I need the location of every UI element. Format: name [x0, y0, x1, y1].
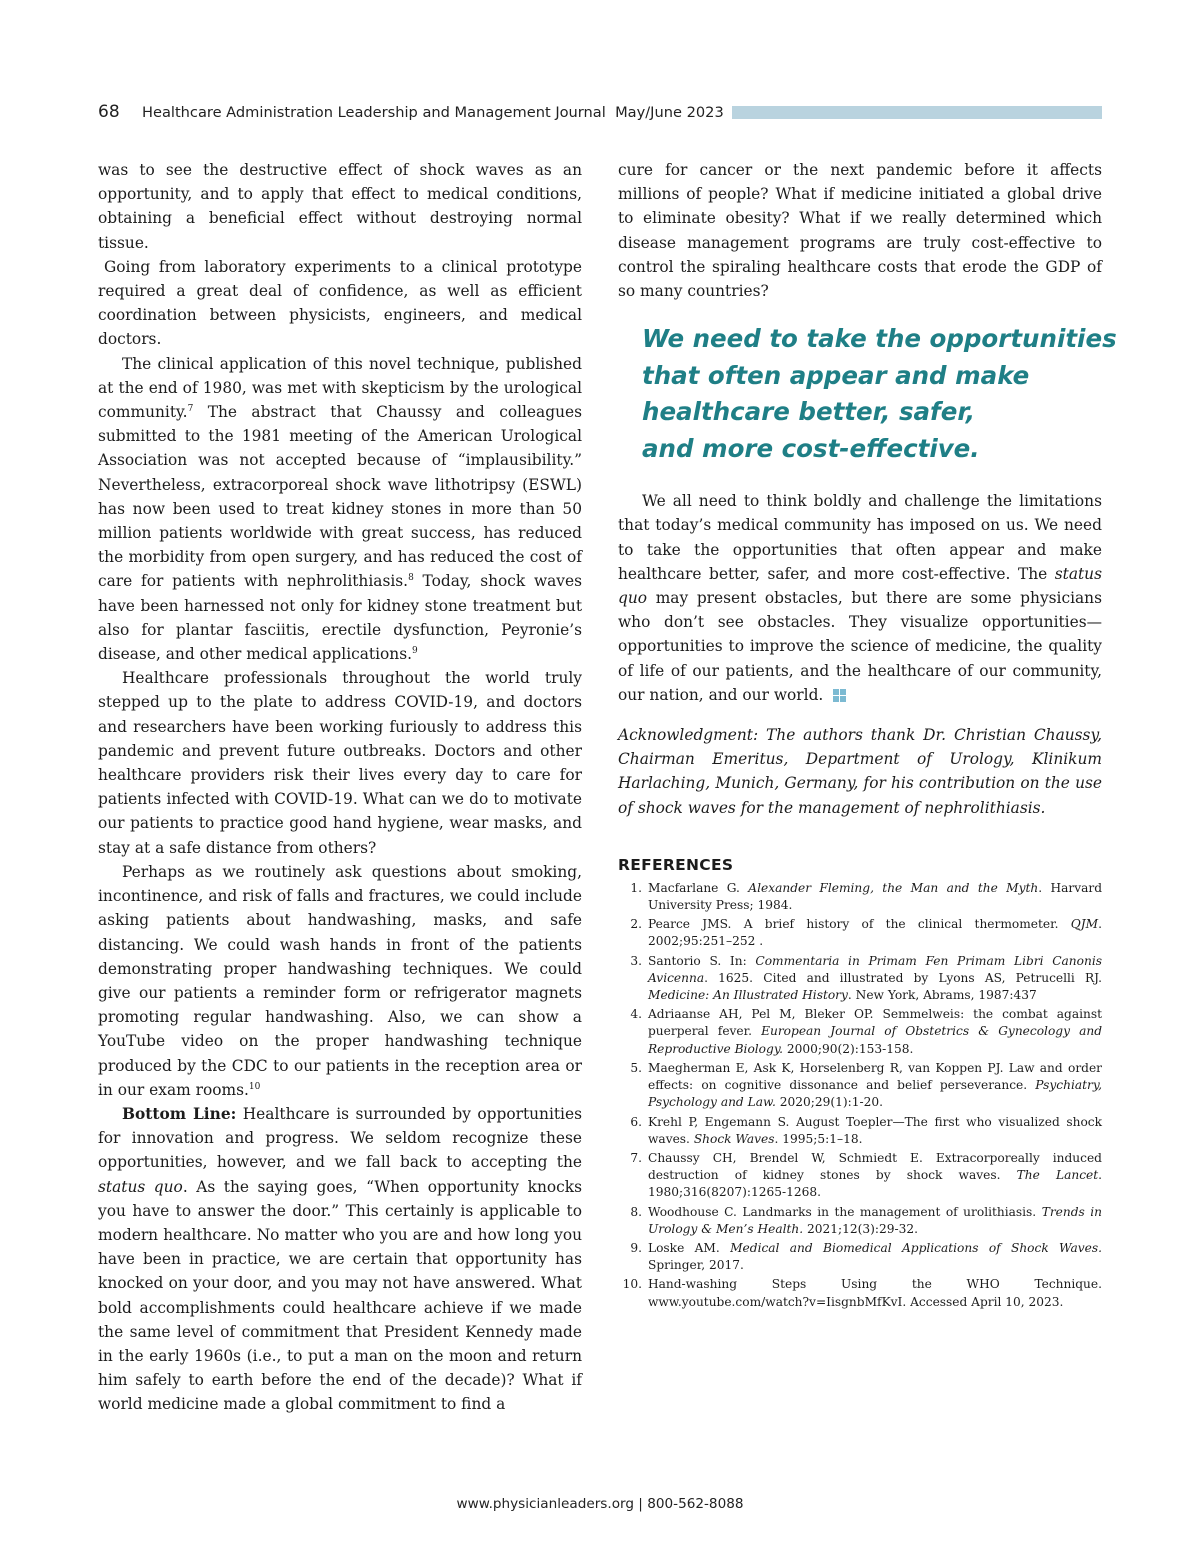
paragraph: Healthcare professionals throughout the world truly stepped up to the plate to address COVID-19, and doctors and researchers have been working furiously to address this pandemic and prevent future outbreaks. Doctors and other healthcare providers risk their lives every day to care for patients infected with COVID-19. What can we do to motivate our patients to practice good hand hygiene, wear masks, and stay at a safe distance from others?	[98, 669, 582, 857]
reference-number: 3.	[630, 953, 642, 968]
pull-quote: We need to take the opportunities that often appear and make healthcare better, safer, and more cost-effective.	[642, 324, 1117, 463]
citation: 9	[411, 645, 418, 656]
reference-text: Macfarlane G. Alexander Fleming, the Man and the Myth. Harvard University Press; 1984.	[648, 880, 1102, 913]
reference-item	[618, 1006, 1102, 1058]
paragraph: Going from laboratory experiments to a clinical prototype required a great deal of confidence, as well as efficient coordination between physicists, engineers, and medical doctors.	[98, 257, 582, 349]
header-accent-bar	[732, 106, 1102, 119]
bottom-line-paragraph: Bottom Line: Healthcare is surrounded by opportunities for innovation and progress. We seldom recognize these opportunities, however, and we fall back to accepting the status quo. As the saying goes, “When opportunity knocks you have to answer the door.” This certainly is applicable to modern healthcare. No matter who you are and how long you have been in practice, we are certain that opportunity has knocked on your door, and you may not have answered. What bold accomplishments could healthcare achieve if we made the same level of commitment that President Kennedy made in the early 1960s (i.e., to put a man on the moon and return him safely to earth before the end of the decade)? What if world medicine made a global commitment to find a	[98, 1104, 582, 1414]
reference-item	[618, 1114, 1102, 1148]
acknowledgment: Acknowledgment: The authors thank Dr. Christian Chaussy, Chairman Emeritus, Department of Urology, Klinikum Harlaching, Munich, Germany, for his contribution on the use of shock waves for the management of nephrolithiasis.	[618, 726, 1102, 817]
reference-number: 7.	[630, 1150, 642, 1165]
paragraph: Perhaps as we routinely ask questions about smoking, incontinence, and risk of falls and fractures, we could include asking patients about handwashing, masks, and safe distancing. We could wash hands in front of the patients demonstrating proper handwashing techniques. We could give our patients a reminder form or refrigerator magnets promoting regular handwashing. Also, we can show a YouTube video on the proper handwashing technique produced by the CDC to our patients in the reception area or in our exam rooms.$^{10}$	[98, 862, 582, 1099]
reference-number: 6.	[630, 1114, 642, 1129]
references-heading: REFERENCES	[618, 855, 734, 874]
running-header	[98, 100, 1102, 124]
references-list	[618, 880, 1102, 1311]
reference-item	[618, 953, 1102, 1005]
journal-title: Healthcare Administration Leadership and Management Journal May/June 2023	[142, 103, 724, 121]
paragraph: The clinical application of this novel technique, published at the end of 1980, was met with skepticism by the urological community.$^7$ The abstract that Chaussy and colleagues submitted to the 1981 meeting of the American Urological Association was not accepted because of “implausibility.” Nevertheless, extracorporeal shock wave lithotripsy (ESWL) has now been used to treat kidney stones in more than 50 million patients worldwide with great success, has reduced the morbidity from open surgery, and has reduced the cost of care for patients with nephrolithiasis.$^8$ Today, shock waves have been harnessed not only for kidney stone treatment but also for plantar fasciitis, erectile dysfunction, Peyronie’s disease, and other medical applications.$^9$	[98, 354, 583, 664]
reference-text: Pearce JMS. A brief history of the clinical thermometer. QJM. 2002;95:251–252 .	[648, 917, 1102, 949]
paragraph: cure for cancer or the next pandemic before it affects millions of people? What if medicine initiated a global drive to eliminate obesity? What if we really determined which disease management programs are truly cost-effective to control the spiraling healthcare costs that erode the GDP of so many countries?	[618, 161, 1102, 301]
left-column	[98, 158, 582, 1417]
reference-item	[618, 1060, 1102, 1112]
reference-item	[618, 1150, 1102, 1202]
reference-text: Loske AM. Medical and Biomedical Applications of Shock Waves. Springer, 2017.	[648, 1240, 1103, 1273]
reference-number: 4.	[630, 1007, 642, 1022]
footer: www.physicianleaders.org | 800-562-8088	[456, 1496, 744, 1512]
end-of-article-icon	[833, 689, 846, 702]
citation: 7	[187, 403, 194, 414]
issue-date: May/June 2023	[615, 103, 724, 121]
page-number: 68	[98, 102, 120, 122]
reference-number: 2.	[630, 917, 642, 932]
reference-text: Woodhouse C. Landmarks in the management of urolithiasis. Trends in Urology & Men’s Health. 2021;12(3):29-32.	[648, 1204, 1102, 1236]
reference-number: 9.	[630, 1240, 642, 1255]
paragraph: We all need to think boldly and challenge the limitations that today’s medical community has imposed on us. We need to take the opportunities that often appear and make healthcare better, safer, and more cost-effective. The status quo may present obstacles, but there are some physicians who don’t see obstacles. They visualize opportunities—opportunities to improve the science of medicine, the quality of life of our patients, and the healthcare of our community, our nation, and our world.	[618, 492, 1102, 704]
reference-text: Santorio S. In: Commentaria in Primam Fen Primam Libri Canonis Avicenna. 1625. Cited and illustrated by Lyons AS, Petrucelli RJ. Medicine: An Illustrated History. New York, Abrams, 1987:437	[648, 953, 1102, 1003]
paragraph: was to see the destructive effect of shock waves as an opportunity, and to apply that effect to medical conditions, obtaining a beneficial effect without destroying normal tissue.	[98, 161, 582, 252]
reference-number: 5.	[630, 1060, 642, 1075]
reference-number: 10.	[622, 1277, 642, 1292]
reference-text: Maegherman E, Ask K, Horselenberg R, van Koppen PJ. Law and order effects: on cognitive dissonance and belief perseverance. Psychiatry, Psychology and Law. 2020;29(1):1-20.	[648, 1060, 1102, 1110]
reference-item	[618, 916, 1102, 950]
reference-text: Adriaanse AH, Pel M, Bleker OP. Semmelweis: the combat against puerperal fever. European Journal of Obstetrics & Gynecology and Reproductive Biology. 2000;90(2):153-158.	[648, 1007, 1102, 1056]
reference-item	[618, 1240, 1102, 1274]
reference-text: Hand-washing Steps Using the WHO Technique. www.youtube.com/watch?v=IisgnbMfKvI. Accessed April 10, 2023.	[648, 1277, 1102, 1309]
reference-item	[618, 1276, 1102, 1310]
citation: 10	[248, 1081, 261, 1092]
reference-item	[618, 880, 1102, 914]
citation: 8	[408, 573, 414, 584]
reference-number: 8.	[630, 1204, 642, 1219]
reference-text: Chaussy CH, Brendel W, Schmiedt E. Extracorporeally induced destruction of kidney stones by shock waves. The Lancet. 1980;316(8207):1265-1268.	[648, 1150, 1102, 1200]
reference-text: Krehl P, Engemann S. August Toepler—The first who visualized shock waves. Shock Waves. 1995;5:1–18.	[648, 1114, 1102, 1146]
reference-number: 1.	[630, 880, 642, 895]
right-column	[618, 158, 1117, 1313]
reference-item	[618, 1204, 1102, 1238]
bottom-line-label: Bottom Line:	[122, 1104, 237, 1123]
